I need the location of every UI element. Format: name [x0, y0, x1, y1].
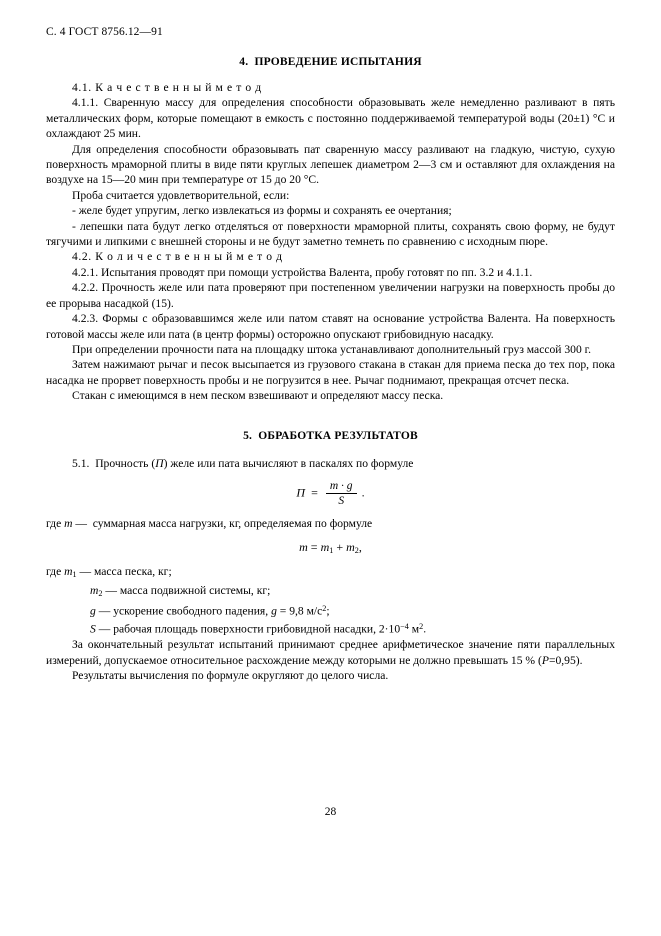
formula-1-equals: = [308, 485, 321, 500]
paragraph-dash-1: - желе будет упругим, легко извлекаться из формы и сохранять ее очертания; [72, 204, 452, 218]
section-heading-4 [46, 56, 615, 68]
paragraph-stakan: Стакан с имеющимся в нем песком взвешивают и определяют массу песка. [72, 389, 444, 403]
paragraph-4-2-1: 4.2.1. Испытания проводят при помощи устройства Валента, пробу готовят по пп. 3.2 и 4.1.1. [72, 265, 533, 279]
paragraph-5-1: 5.1. Прочность (П) желе или пата вычисляют в паскалях по формуле [72, 456, 414, 470]
paragraph-za-okonchatelnyi: За окончательный результат испытаний принимают среднее арифметическое значение пяти параллельных измерений, допускаемое относительное расхождение между которыми не должно превышать 15 % (P=0,95). [46, 638, 615, 667]
formula-1-trailing: . [361, 485, 365, 500]
page-header [46, 26, 615, 38]
paragraph-proba: Проба считается удовлетворительной, если: [72, 188, 290, 202]
paragraph-zatem: Затем нажимают рычаг и песок высыпается из грузового стакана в стакан для приема песка до тех пор, пока насадка не прорвет поверхность пробы и не погрузится в нее. Рычаг поднимают, прекращая отсчет песка. [46, 358, 615, 387]
section-4-number: 4. [239, 56, 249, 68]
paragraph-4-1-1: 4.1.1. Сваренную массу для определения способности образовывать желе немедленно разливают в пять металлических форм, которые помещают в емкость с постоянно поддерживаемой температурой воды (20±1) °С и охлаждают 25 мин. [46, 96, 615, 141]
formula-1-denominator: S [338, 494, 345, 507]
paragraph-4-2-2: 4.2.2. Прочность желе или пата проверяют при постепенном увеличении нагрузки на поверхность пробы до ее прорыва насадкой (15). [46, 281, 615, 310]
where-s: S — рабочая площадь поверхности грибовидной насадки, $2\cdot 10^{-4}$ $м^2$. [90, 622, 427, 637]
paragraph-pri-opredelenii: При определении прочности пата на площадку штока устанавливают дополнительный груз массой 300 г. [72, 342, 592, 356]
where-g: g — ускорение свободного падения, g = 9,8 $м/с^2$; [90, 604, 330, 618]
where-m2: $m_2$ — масса подвижной системы, кг; [90, 583, 271, 598]
section-5-number: 5. [243, 429, 253, 442]
formula-mass: $m = m_1 + m_2$, [299, 540, 362, 556]
paragraph-4-2-3: 4.2.3. Формы с образовавшимся желе или патом ставят на основание устройства Валента. На поверхность готовой массы желе или пата (в центр формы) осторожно опускают грибовидную насадку. [46, 312, 615, 341]
paragraph-gde-m: где m — суммарная масса нагрузки, кг, определяемая по формуле [46, 516, 373, 530]
formula-1-numerator: m · g [326, 480, 357, 494]
paragraph-4-1: 4.1. К а ч е с т в е н н ы й м е т о д [72, 81, 262, 94]
paragraph-dash-2: - лепешки пата будут легко отделяться от поверхности мраморной плиты, сохранять свою форму, не будут тягучими и липкими с внешней стороны и не будут заметно темнеть по сравнению с исходным пюре. [46, 219, 615, 249]
paragraph-4-2: 4.2. К о л и ч е с т в е н н ы й м е т о д [72, 250, 283, 264]
section-4-title: ПРОВЕДЕНИЕ ИСПЫТАНИЯ [254, 56, 422, 68]
formula-1-lhs: П [296, 485, 306, 500]
paragraph-rezultaty: Результаты вычисления по формуле округляют до целого числа. [72, 669, 389, 683]
formula-strength [46, 480, 615, 507]
formula-1-fraction [326, 480, 357, 507]
section-heading-5 [46, 430, 615, 442]
paragraph-4-1-1b: Для определения способности образовывать пат сваренную массу разливают на гладкую, чистую, сухую поверхность мраморной плиты в виде пяти круглых лепешек диаметром 2—3 см и оставляют для охлаждения на воздухе на 15—20 мин при температуре от 15 до 20 °С. [46, 142, 615, 187]
section-5-title: ОБРАБОТКА РЕЗУЛЬТАТОВ [258, 429, 418, 442]
where-m1: где $m_1$ — масса песка, кг; [46, 565, 172, 580]
footer-page-number: 28 [324, 806, 337, 818]
header-page-mark: С. 4 [46, 26, 66, 38]
header-standard: ГОСТ 8756.12—91 [68, 26, 163, 38]
